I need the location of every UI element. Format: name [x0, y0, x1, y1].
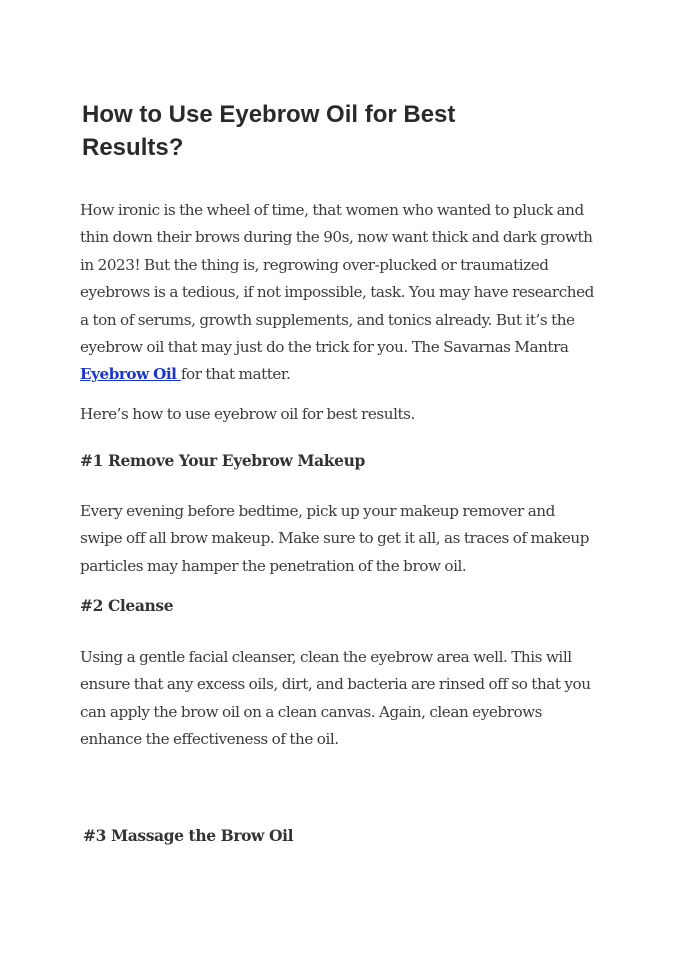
- lead-paragraph: Here’s how to use eyebrow oil for best results.: [80, 405, 415, 423]
- article-title-line-1: How to Use Eyebrow Oil for Best: [82, 101, 456, 128]
- intro-text-end: for that matter.: [180, 365, 291, 384]
- step-2-heading: #2 Cleanse: [80, 596, 174, 615]
- article-title: [82, 98, 542, 164]
- intro-paragraph: [80, 197, 600, 389]
- step-1-body: Every evening before bedtime, pick up your makeup remover and swipe off all brow makeup. Make sure to get it all, as traces of makeup particles may hamper the penetration of the brow oil.: [80, 502, 589, 575]
- step-3-heading: #3 Massage the Brow Oil: [83, 826, 294, 845]
- article-title-line-2: Results?: [82, 134, 184, 161]
- intro-text: How ironic is the wheel of time, that women who wanted to pluck and thin down their brows during the 90s, now want thick and dark growth in 2023! But the thing is, regrowing over-plucked or traumatized eyebrows is a tedious, if not impossible, task. You may have researched a ton of serums, growth supplements, and tonics already. But it’s the eyebrow oil that may just do the trick for you. The Savarnas Mantra: [80, 201, 594, 357]
- eyebrow-oil-link[interactable]: Eyebrow Oil: [80, 365, 181, 384]
- step-1-heading: #1 Remove Your Eyebrow Makeup: [80, 451, 365, 470]
- step-2-body: Using a gentle facial cleanser, clean the eyebrow area well. This will ensure that any excess oils, dirt, and bacteria are rinsed off so that you can apply the brow oil on a clean canvas. Again, clean eyebrows enhance the effectiveness of the oil.: [80, 648, 591, 749]
